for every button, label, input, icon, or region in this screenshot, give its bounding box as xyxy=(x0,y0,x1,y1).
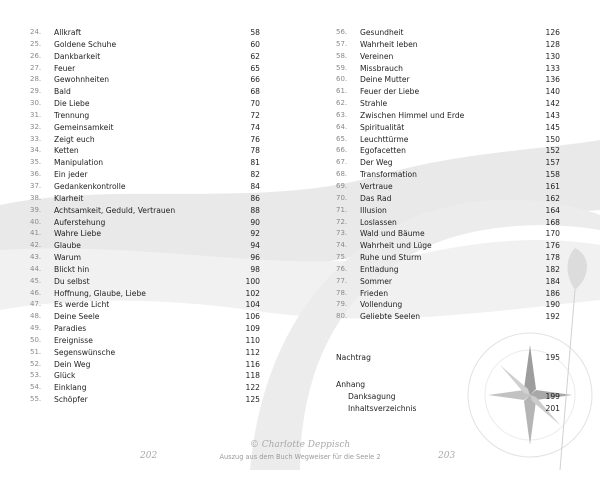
toc-entry-number: 31. xyxy=(30,110,42,119)
toc-entry xyxy=(336,169,560,181)
toc-entry xyxy=(336,311,560,323)
toc-entry-number: 39. xyxy=(30,205,42,214)
toc-entry-page: 190 xyxy=(545,300,560,310)
toc-entry-page: 184 xyxy=(545,276,560,286)
toc-entry-page: 122 xyxy=(245,383,260,393)
toc-entry-page: 86 xyxy=(250,193,260,203)
toc-entry-number: 56. xyxy=(336,28,348,36)
toc-entry-number: 25. xyxy=(30,39,42,48)
toc-entry-page: 133 xyxy=(545,63,560,73)
toc-entry-title: Deine Mutter xyxy=(360,75,410,85)
toc-entry-title: Vereinen xyxy=(360,51,394,61)
page-number-right: 203 xyxy=(438,451,456,461)
toc-entry-title: Geliebte Seelen xyxy=(360,312,421,322)
toc-entry-title: Wald und Bäume xyxy=(360,229,425,239)
toc-entry-title: Glück xyxy=(54,371,76,381)
toc-entry-title: Hoffnung, Glaube, Liebe xyxy=(54,288,146,298)
toc-entry-page: 102 xyxy=(245,288,260,298)
toc-entry-page: 164 xyxy=(545,205,560,215)
toc-entry-title: Wahre Liebe xyxy=(54,229,102,239)
toc-entry-page: 158 xyxy=(545,170,560,180)
toc-entry xyxy=(336,264,560,276)
toc-entry-number: 74. xyxy=(336,241,348,250)
toc-entry-title: Ruhe und Sturm xyxy=(360,253,422,263)
toc-entry-title: Segenswünsche xyxy=(54,347,116,357)
toc-entry xyxy=(336,193,560,205)
toc-nachtrag-title: Nachtrag xyxy=(336,353,371,362)
toc-entry xyxy=(30,63,260,75)
toc-entry-title: Feuer xyxy=(54,63,76,73)
toc-entry-number: 66. xyxy=(336,146,348,155)
toc-entry-page: 143 xyxy=(545,110,560,120)
toc-entry-number: 49. xyxy=(30,324,42,333)
toc-entry-title: Paradies xyxy=(54,324,87,334)
toc-entry-number: 45. xyxy=(30,276,42,285)
toc-entry-number: 67. xyxy=(336,158,348,167)
footer-copyright: © Charlotte Deppisch xyxy=(249,440,351,450)
toc-entry-page: 162 xyxy=(545,193,560,203)
toc-entry-page: 125 xyxy=(245,395,260,405)
toc-entry-page: 192 xyxy=(545,312,560,322)
toc-entry xyxy=(336,74,560,86)
toc-entry-title: Gedankenkontrolle xyxy=(54,181,126,191)
toc-entry-page: 128 xyxy=(545,39,560,49)
toc-entry-page: 112 xyxy=(245,347,260,357)
toc-entry-number: 58. xyxy=(336,51,348,60)
toc-entry xyxy=(30,299,260,311)
toc-entry-page: 96 xyxy=(250,253,260,263)
toc-entry-title: Allkraft xyxy=(54,28,82,37)
toc-entry-number: 29. xyxy=(30,87,42,96)
toc-anhang-title: Anhang xyxy=(336,380,366,389)
toc-entry-number: 70. xyxy=(336,193,348,202)
toc-entry-title: Ereignisse xyxy=(54,335,93,345)
toc-entry xyxy=(336,217,560,229)
toc-entry-page: 142 xyxy=(545,99,560,109)
toc-entry-page: 78 xyxy=(250,146,260,156)
toc-entry-title: Illusion xyxy=(360,205,387,215)
toc-entry-title: Die Liebe xyxy=(54,99,90,109)
toc-entry-number: 57. xyxy=(336,39,348,48)
toc-entry-title: Transformation xyxy=(360,170,417,180)
toc-entry-number: 73. xyxy=(336,229,348,238)
toc-entry-number: 27. xyxy=(30,63,42,72)
toc-entry-page: 68 xyxy=(250,87,260,97)
toc-entry-number: 80. xyxy=(336,312,348,321)
toc-entry-page: 60 xyxy=(250,39,260,49)
toc-anhang-item-page: 199 xyxy=(545,392,560,401)
toc-entry-page: 170 xyxy=(545,229,560,239)
toc-entry-page: 176 xyxy=(545,241,560,251)
toc-left-column xyxy=(30,27,260,406)
toc-entry xyxy=(30,323,260,335)
toc-entry xyxy=(336,51,560,63)
toc-entry-title: Sommer xyxy=(360,276,393,286)
toc-entry xyxy=(30,110,260,122)
toc-entry xyxy=(30,394,260,406)
toc-entry-number: 36. xyxy=(30,170,42,179)
toc-entry-title: Egofacetten xyxy=(360,146,406,156)
toc-entry-number: 64. xyxy=(336,122,348,131)
toc-entry-page: 150 xyxy=(545,134,560,144)
toc-entry-page: 74 xyxy=(250,122,260,132)
toc-entry-page: 182 xyxy=(545,264,560,274)
toc-entry-number: 43. xyxy=(30,253,42,262)
toc-entry xyxy=(30,205,260,217)
toc-entry-number: 54. xyxy=(30,383,42,392)
toc-entry xyxy=(336,299,560,311)
toc-entry-title: Loslassen xyxy=(360,217,397,227)
toc-entry-title: Vertraue xyxy=(360,181,393,191)
toc-entry-page: 157 xyxy=(545,158,560,168)
toc-entry-number: 30. xyxy=(30,99,42,108)
toc-entry xyxy=(336,39,560,51)
toc-entry-title: Schöpfer xyxy=(54,395,88,405)
toc-entry-title: Leuchttürme xyxy=(360,134,409,144)
toc-entry-title: Spiritualität xyxy=(360,122,405,132)
toc-entry-page: 130 xyxy=(545,51,560,61)
toc-nachtrag-page: 195 xyxy=(545,353,560,362)
toc-entry-number: 78. xyxy=(336,288,348,297)
toc-entry-number: 46. xyxy=(30,288,42,297)
toc-entry xyxy=(336,240,560,252)
toc-entry-page: 65 xyxy=(250,63,260,73)
toc-entry xyxy=(336,181,560,193)
toc-entry-number: 28. xyxy=(30,75,42,84)
toc-entry-number: 51. xyxy=(30,347,42,356)
toc-entry-page: 98 xyxy=(250,264,260,274)
toc-entry xyxy=(30,382,260,394)
toc-entry-title: Klarheit xyxy=(54,193,84,203)
toc-entry xyxy=(30,27,260,39)
page-number-left: 202 xyxy=(140,451,158,461)
toc-entry-page: 104 xyxy=(245,300,260,310)
toc-entry-page: 92 xyxy=(250,229,260,239)
toc-entry-number: 33. xyxy=(30,134,42,143)
toc-entry xyxy=(336,63,560,75)
toc-entry-number: 37. xyxy=(30,181,42,190)
toc-entry xyxy=(30,86,260,98)
toc-entry-title: Wahrheit und Lüge xyxy=(360,241,432,251)
toc-entry-page: 62 xyxy=(250,51,260,61)
toc-entry-number: 38. xyxy=(30,193,42,202)
toc-entry-page: 84 xyxy=(250,181,260,191)
toc-entry xyxy=(30,169,260,181)
toc-anhang-item-title: Inhaltsverzeichnis xyxy=(348,404,417,413)
toc-entry-page: 145 xyxy=(545,122,560,132)
toc-entry-page: 126 xyxy=(545,28,560,37)
toc-entry-number: 32. xyxy=(30,122,42,131)
toc-entry-number: 65. xyxy=(336,134,348,143)
toc-entry-title: Ketten xyxy=(54,146,79,156)
toc-entry xyxy=(30,181,260,193)
toc-entry xyxy=(336,205,560,217)
toc-entry xyxy=(336,98,560,110)
toc-entry-title: Entladung xyxy=(360,264,399,274)
toc-entry xyxy=(336,276,560,288)
toc-entry-number: 52. xyxy=(30,359,42,368)
toc-entry xyxy=(30,370,260,382)
toc-entry xyxy=(336,122,560,134)
toc-entry-page: 66 xyxy=(250,75,260,85)
toc-entry-number: 61. xyxy=(336,87,348,96)
toc-entry-title: Deine Seele xyxy=(54,312,100,322)
toc-entry-title: Blickt hin xyxy=(54,264,90,274)
toc-entry xyxy=(30,264,260,276)
toc-entry-number: 47. xyxy=(30,300,42,309)
toc-entry xyxy=(336,228,560,240)
toc-entry-number: 35. xyxy=(30,158,42,167)
toc-entry-number: 24. xyxy=(30,28,42,36)
toc-entry-page: 90 xyxy=(250,217,260,227)
toc-entry-title: Gewohnheiten xyxy=(54,75,110,85)
toc-entry-page: 109 xyxy=(245,324,260,334)
toc-entry xyxy=(30,276,260,288)
toc-entry-page: 116 xyxy=(245,359,260,369)
toc-entry-number: 62. xyxy=(336,99,348,108)
toc-entry-title: Der Weg xyxy=(360,158,393,168)
toc-entry xyxy=(30,134,260,146)
toc-right-column xyxy=(336,27,560,323)
toc-entry-title: Du selbst xyxy=(54,276,90,286)
toc-entry-title: Das Rad xyxy=(360,193,392,203)
toc-entry-page: 72 xyxy=(250,110,260,120)
toc-entry-title: Auferstehung xyxy=(54,217,106,227)
toc-entry-page: 186 xyxy=(545,288,560,298)
toc-entry-title: Bald xyxy=(54,87,71,97)
toc-entry-number: 50. xyxy=(30,335,42,344)
toc-entry xyxy=(336,27,560,39)
toc-entry-number: 71. xyxy=(336,205,348,214)
toc-entry-page: 76 xyxy=(250,134,260,144)
toc-entry xyxy=(30,157,260,169)
toc-entry xyxy=(336,145,560,157)
toc-entry-title: Zwischen Himmel und Erde xyxy=(360,110,465,120)
toc-entry-page: 152 xyxy=(545,146,560,156)
toc-entry-page: 70 xyxy=(250,99,260,109)
toc-entry xyxy=(30,228,260,240)
toc-entry-title: Warum xyxy=(54,253,82,263)
toc-entry-number: 68. xyxy=(336,170,348,179)
toc-entry-number: 26. xyxy=(30,51,42,60)
toc-entry xyxy=(30,359,260,371)
toc-entry-title: Frieden xyxy=(360,288,389,298)
toc-entry xyxy=(30,122,260,134)
toc-entry-number: 63. xyxy=(336,110,348,119)
toc-entry xyxy=(30,288,260,300)
toc-entry-page: 82 xyxy=(250,170,260,180)
toc-entry-page: 140 xyxy=(545,87,560,97)
toc-entry xyxy=(30,193,260,205)
toc-entry-title: Dein Weg xyxy=(54,359,91,369)
toc-entry xyxy=(30,335,260,347)
toc-entry xyxy=(336,252,560,264)
toc-entry-title: Glaube xyxy=(54,241,81,251)
toc-entry-number: 72. xyxy=(336,217,348,226)
toc-entry-title: Dankbarkeit xyxy=(54,51,101,61)
toc-entry-title: Zeigt euch xyxy=(54,134,95,144)
toc-entry-title: Gesundheit xyxy=(360,28,404,37)
toc-entry-page: 100 xyxy=(245,276,260,286)
toc-entry-page: 94 xyxy=(250,241,260,251)
toc-entry xyxy=(30,74,260,86)
toc-entry-number: 69. xyxy=(336,181,348,190)
toc-entry-number: 60. xyxy=(336,75,348,84)
toc-entry-page: 110 xyxy=(245,335,260,345)
toc-entry-page: 88 xyxy=(250,205,260,215)
toc-entry-number: 34. xyxy=(30,146,42,155)
toc-entry-page: 168 xyxy=(545,217,560,227)
toc-entry-title: Missbrauch xyxy=(360,63,403,73)
toc-anhang-item-page: 201 xyxy=(545,404,560,413)
toc-entry-title: Es werde Licht xyxy=(54,300,110,310)
toc-entry-page: 118 xyxy=(245,371,260,381)
toc-entry xyxy=(30,98,260,110)
toc-entry-title: Gemeinsamkeit xyxy=(54,122,114,132)
toc-entry-number: 75. xyxy=(336,253,348,262)
toc-entry-number: 40. xyxy=(30,217,42,226)
toc-entry-number: 48. xyxy=(30,312,42,321)
toc-entry-title: Manipulation xyxy=(54,158,104,168)
toc-entry xyxy=(30,217,260,229)
toc-entry-number: 59. xyxy=(336,63,348,72)
toc-entry xyxy=(336,110,560,122)
toc-entry xyxy=(336,288,560,300)
toc-entry-title: Wahrheit leben xyxy=(360,39,418,49)
toc-entry-number: 76. xyxy=(336,264,348,273)
toc-entry-title: Goldene Schuhe xyxy=(54,39,117,49)
toc-entry xyxy=(30,240,260,252)
toc-entry-page: 106 xyxy=(245,312,260,322)
toc-entry xyxy=(336,157,560,169)
toc-anhang-item-title: Danksagung xyxy=(348,392,396,401)
toc-entry-number: 41. xyxy=(30,229,42,238)
toc-entry xyxy=(30,39,260,51)
toc-entry-page: 58 xyxy=(250,28,260,37)
toc-entry-title: Achtsamkeit, Geduld, Vertrauen xyxy=(54,205,176,215)
toc-entry-title: Feuer der Liebe xyxy=(360,87,420,97)
toc-entry-title: Vollendung xyxy=(360,300,403,310)
toc-entry-page: 161 xyxy=(545,181,560,191)
toc-entry xyxy=(30,252,260,264)
toc-entry-number: 44. xyxy=(30,264,42,273)
toc-entry xyxy=(336,134,560,146)
toc-entry xyxy=(30,311,260,323)
toc-entry-number: 55. xyxy=(30,395,42,404)
toc-entry-number: 79. xyxy=(336,300,348,309)
toc-entry-title: Ein jeder xyxy=(54,170,88,180)
toc-entry xyxy=(30,51,260,63)
toc-entry-number: 53. xyxy=(30,371,42,380)
toc-entry-number: 77. xyxy=(336,276,348,285)
toc-entry-page: 81 xyxy=(250,158,260,168)
toc-entry-number: 42. xyxy=(30,241,42,250)
toc-entry xyxy=(30,347,260,359)
footer-subtitle: Auszug aus dem Buch Wegweiser für die Seele 2 xyxy=(219,453,381,461)
toc-entry xyxy=(336,86,560,98)
toc-entry-title: Strahle xyxy=(360,99,388,109)
toc-entry xyxy=(30,145,260,157)
toc-entry-page: 178 xyxy=(545,253,560,263)
toc-entry-page: 136 xyxy=(545,75,560,85)
toc-entry-title: Einklang xyxy=(54,383,87,393)
toc-entry-title: Trennung xyxy=(54,110,90,120)
